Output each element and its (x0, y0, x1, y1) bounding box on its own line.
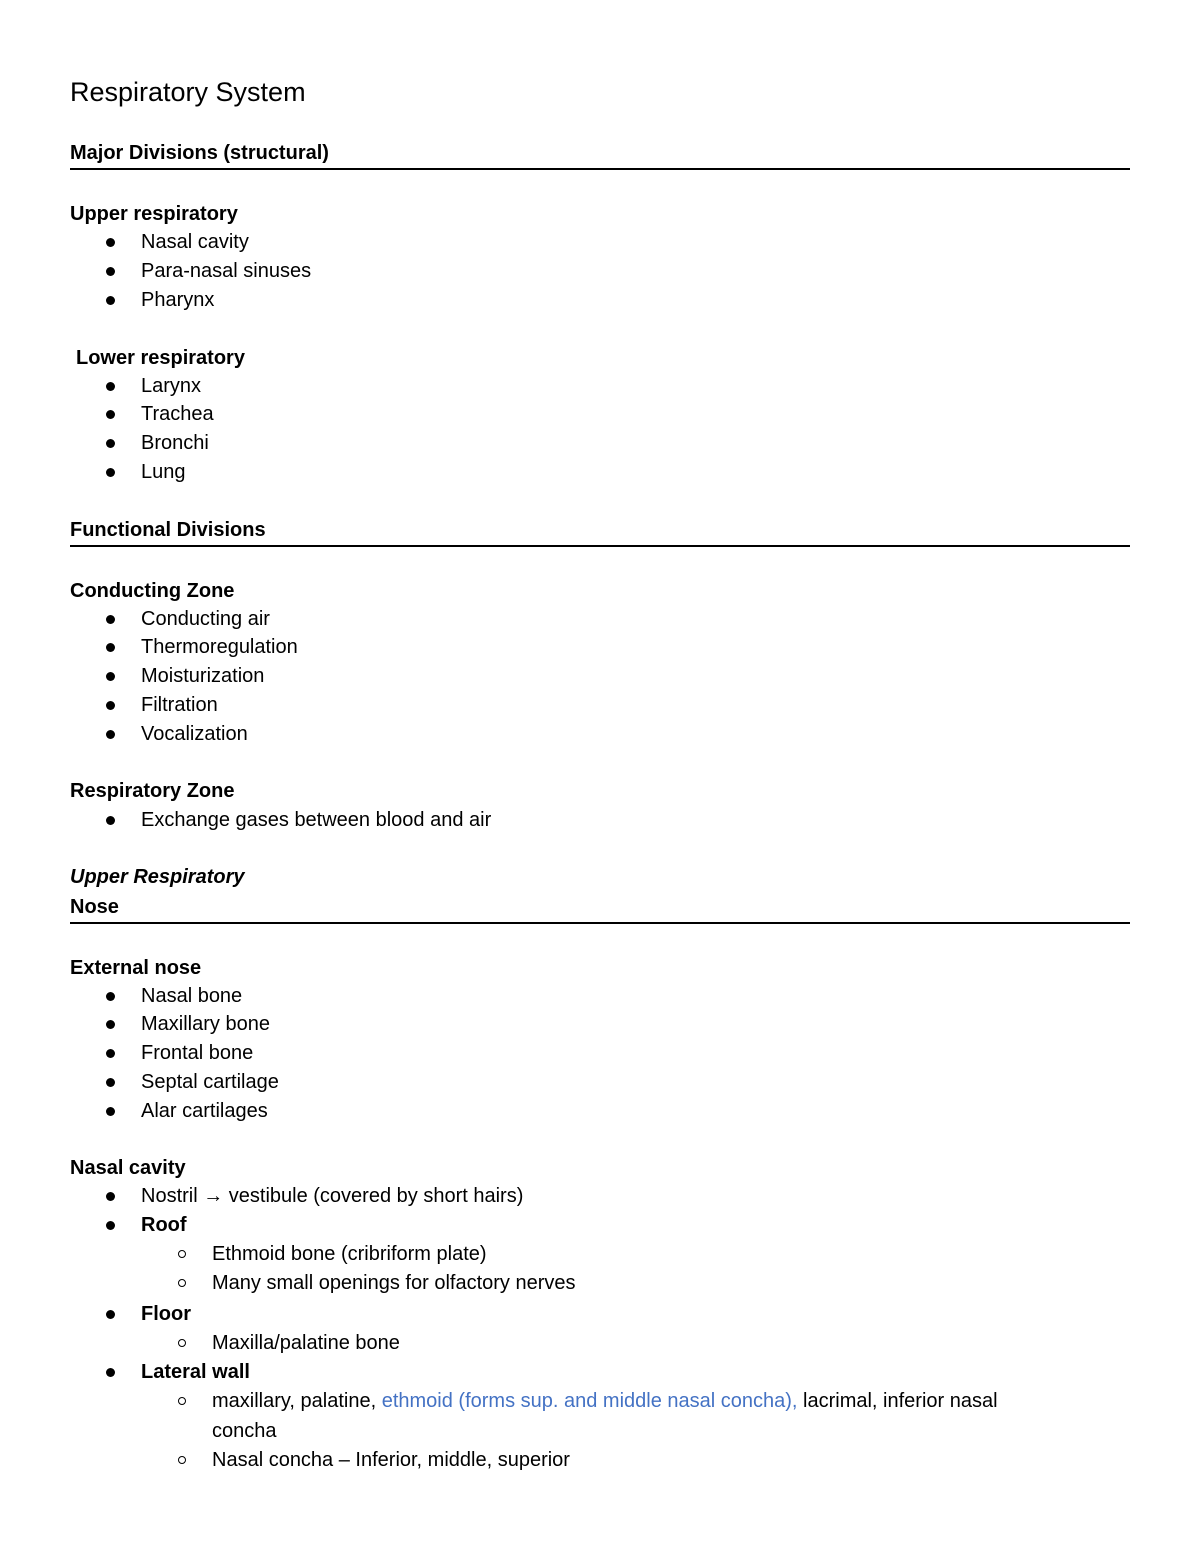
section-rule (70, 922, 1130, 924)
bullet-icon (106, 1221, 115, 1230)
section-rule (70, 545, 1130, 547)
section-rule (70, 168, 1130, 170)
bullet-icon (106, 1107, 115, 1116)
bullet-icon (106, 468, 115, 477)
document-page: Respiratory System Major Divisions (structural) Upper respiratory Nasal cavity Para-nasal sinuses Pharynx Lower respiratory Larynx Trachea Bronchi Lung Functional Divisions Conducting Zone Conducting air Thermoregulation Moisturization Filtration Vocalization Respiratory Zone Exchange gases between blood and air Upper Respiratory Nose External nose Nasal bone Maxillary bone Frontal bone Septal cartilage Alar cartilages Nasal cavity Nostril → vestibule (covered by short hairs) Roof Ethmoid bone (cribriform plate) Many small openings for olfactory nerves Floor Maxilla/palatine bone Lateral wall maxillary, palatine, ethmoid (forms sup. and middle nasal concha), lacrimal, inferior nasal concha Nasal concha – Inferior, middle, superior (0, 0, 1200, 1553)
bullet-icon (106, 296, 115, 305)
subheading-upper-respiratory-italic: Upper Respiratory (70, 866, 245, 888)
circle-bullet-icon (178, 1397, 186, 1405)
bullet-icon (106, 439, 115, 448)
subheading-nasal-cavity: Nasal cavity (70, 1157, 186, 1179)
circle-bullet-icon (178, 1250, 186, 1258)
subheading-upper-respiratory: Upper respiratory (70, 203, 238, 225)
subheading-conducting-zone: Conducting Zone (70, 580, 235, 602)
subheading-lower-respiratory: Lower respiratory (76, 347, 245, 369)
bullet-icon (106, 1368, 115, 1377)
lateral-wall-text-a: maxillary, palatine, (212, 1390, 382, 1412)
highlighted-text: ethmoid (forms sup. and middle nasal concha), (381, 1390, 798, 1412)
section-heading-major-divisions: Major Divisions (structural) (70, 142, 329, 164)
section-heading-nose: Nose (70, 896, 119, 918)
lateral-wall-text-b: lacrimal, inferior nasal (797, 1390, 998, 1412)
bullet-icon (106, 1049, 115, 1058)
circle-bullet-icon (178, 1279, 186, 1287)
circle-bullet-icon (178, 1456, 186, 1464)
bullet-icon (106, 1192, 115, 1201)
bullet-icon (106, 992, 115, 1001)
bullet-icon (106, 410, 115, 419)
bullet-icon (106, 615, 115, 624)
bullet-icon (106, 816, 115, 825)
bullet-icon (106, 730, 115, 739)
bullet-icon (106, 1078, 115, 1087)
subheading-respiratory-zone: Respiratory Zone (70, 780, 235, 802)
page-title: Respiratory System (70, 77, 306, 107)
bullet-icon (106, 267, 115, 276)
bullet-icon (106, 1020, 115, 1029)
circle-bullet-icon (178, 1339, 186, 1347)
bullet-icon (106, 1310, 115, 1319)
bullet-icon (106, 382, 115, 391)
bullet-icon (106, 643, 115, 652)
section-heading-functional-divisions: Functional Divisions (70, 519, 266, 541)
bullet-icon (106, 701, 115, 710)
subheading-external-nose: External nose (70, 957, 202, 979)
bullet-icon (106, 672, 115, 681)
bullet-icon (106, 238, 115, 247)
